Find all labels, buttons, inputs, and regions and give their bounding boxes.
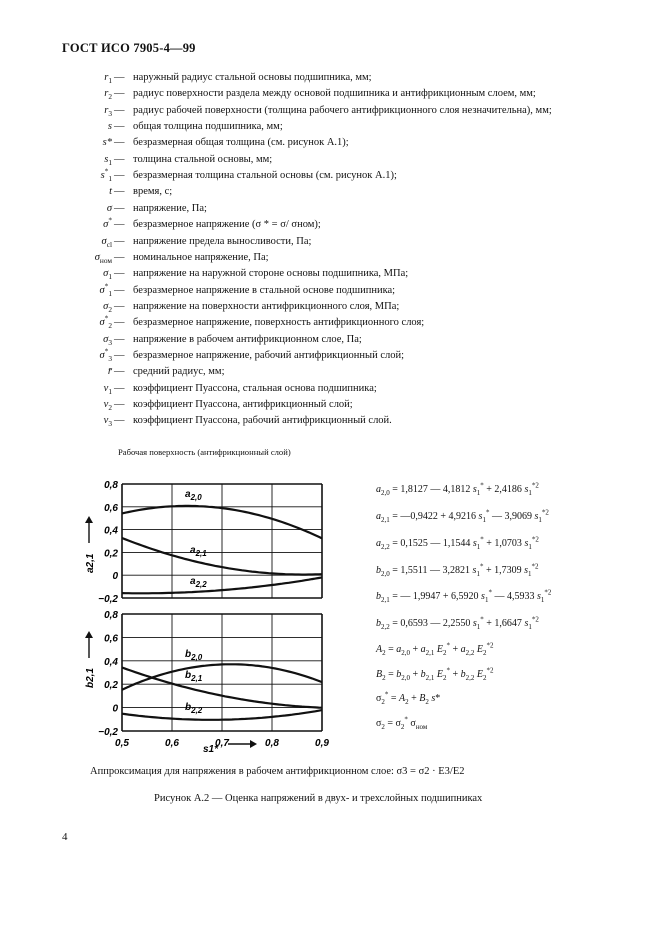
definition-dash: — <box>114 399 125 410</box>
y-tick-label: −0,2 <box>98 727 118 738</box>
definition-text: радиус рабочей поверхности (толщина рабочего антифрикционного слоя незначительна), мм; <box>133 104 552 116</box>
y-axis-arrowhead <box>85 631 93 638</box>
formula-line: $a_{2,1}$ = —0,9422 + 4,9216 $s_1^*$ — 3,9069 $s_1^{*2}$ <box>376 508 549 524</box>
definition-dash: — <box>114 104 125 116</box>
y-axis-label: b2,1 <box>85 667 96 688</box>
approximation-text: Аппроксимация для напряжения в рабочем антифрикционном слое: σ3 = σ2 · E3/E2 <box>90 766 465 777</box>
y-tick-label: 0,8 <box>104 480 118 491</box>
definition-symbol: $\sigma^*_3$ <box>99 346 112 364</box>
definition-dash: — <box>114 137 125 149</box>
definition-symbol: $\nu_3$ <box>103 415 112 429</box>
definition-text: время, с; <box>133 186 173 198</box>
definition-text: напряжение на поверхности антифрикционного слоя, МПа; <box>133 300 400 312</box>
definition-dash: — <box>114 284 125 296</box>
formula-line: $b_{2,0} = 1,5511$ — 3,2821 $s_1^* + 1,7309$ $s_1^{*2}$ <box>376 562 539 578</box>
definition-symbol: $\sigma_2$ <box>103 300 112 314</box>
page-number: 4 <box>62 831 68 843</box>
definition-text: коэффициент Пуассона, стальная основа подшипника; <box>133 382 377 394</box>
series-label: $b_{2,0}$ <box>185 649 203 662</box>
y-tick-label: 0,6 <box>104 633 118 645</box>
definition-symbol: s <box>107 121 112 133</box>
series-label: $b_{2,2}$ <box>185 702 203 715</box>
definition-text: безразмерное напряжение, поверхность антифрикционного слоя; <box>133 317 425 329</box>
definition-symbol: $\sigma^*_1$ <box>99 281 112 298</box>
definition-symbol: σ <box>106 202 112 214</box>
definition-symbol: $\sigma_3$ <box>103 333 112 347</box>
y-tick-label: 0,2 <box>104 680 118 692</box>
definition-text: безразмерная толщина стальной основы (см. рисунок А.1); <box>133 170 397 182</box>
y-tick-label: 0 <box>112 703 118 715</box>
definition-dash: — <box>114 170 125 182</box>
y-tick-label: 0,6 <box>104 502 118 514</box>
definition-text: напряжение, Па; <box>133 202 207 214</box>
figure-caption: Рисунок А.2 — Оценка напряжений в двух- и трехслойных подшипниках <box>154 793 483 804</box>
definition-text: радиус поверхности раздела между основой подшипника и антифрикционным слоем, мм; <box>133 88 536 100</box>
series-label: $a_{2,0}$ <box>185 489 202 502</box>
x-tick-label: 0,8 <box>265 738 279 749</box>
y-tick-label: −0,2 <box>98 594 118 605</box>
definition-text: безразмерное напряжение (σ * = σ/ σном); <box>133 219 321 231</box>
definition-dash: — <box>114 251 125 263</box>
definition-dash: — <box>114 72 125 83</box>
definition-text: безразмерное напряжение, рабочий антифрикционный слой; <box>133 349 405 361</box>
x-tick-label: 0,5 <box>115 738 129 749</box>
y-axis-label: a2,1 <box>85 553 96 573</box>
y-tick-label: 0,2 <box>104 548 118 560</box>
definition-symbol: t <box>109 186 112 198</box>
series-label: $b_{2,1}$ <box>185 670 203 683</box>
definition-symbol: $s_1$ <box>104 153 112 167</box>
definition-text: безразмерная общая толщина (см. рисунок А.1); <box>133 137 349 149</box>
definition-dash: — <box>114 88 125 100</box>
definition-symbol: $\sigma_1$ <box>103 268 112 282</box>
definition-dash: — <box>114 317 125 329</box>
definition-dash: — <box>114 186 125 198</box>
definition-text: средний радиус, мм; <box>133 366 225 378</box>
formula-line: $b_{2,2} = 0,6593$ — 2,2550 $s_1^* + 1,6647$ $s_1^{*2}$ <box>376 615 539 631</box>
formula-line: $a_{2,0} = 1,8127$ — 4,1812 $s_1^* + 2,4186$ $s_1^{*2}$ <box>376 481 539 497</box>
figure-caption-top: Рабочая поверхность (антифрикционный слой) <box>118 447 291 457</box>
formula-line: $B_2 = b_{2,0} + b_{2,1}$ $E_2^* + b_{2,2}$ $E_2^{*2}$ <box>376 666 494 682</box>
definition-text: наружный радиус стальной основы подшипника, мм; <box>133 72 372 83</box>
series-label: $a_{2,2}$ <box>190 576 207 589</box>
definition-symbol: $r_2$ <box>104 88 112 102</box>
formula-line: $a_{2,2} = 0,1525$ — 1,1544 $s_1^* + 1,0703$ $s_1^{*2}$ <box>376 535 539 551</box>
definition-dash: — <box>114 349 125 361</box>
definition-dash: — <box>114 366 125 378</box>
definition-symbol: $\sigma^*_2$ <box>99 313 112 331</box>
x-tick-label: 0,6 <box>165 738 179 749</box>
y-axis-arrowhead <box>85 516 93 523</box>
definition-symbol: r̄ <box>107 366 112 378</box>
formula-line: $\sigma_2 = \sigma_2^*$ $\sigma_{ном}$ <box>376 715 428 731</box>
definition-text: напряжение на наружной стороне основы подшипника, МПа; <box>133 268 409 280</box>
definition-dash: — <box>114 219 125 231</box>
y-tick-label: 0,4 <box>104 656 118 668</box>
definition-symbol: s* <box>102 137 112 149</box>
definition-dash: — <box>114 202 125 214</box>
formula-line: $b_{2,1}$ = — 1,9947 + 6,5920 $s_1^*$ — 4,5933 $s_1^{*2}$ <box>376 588 552 604</box>
definition-dash: — <box>114 415 125 427</box>
definition-text: толщина стальной основы, мм; <box>133 153 273 165</box>
definition-text: напряжение в рабочем антифрикционном слое, Па; <box>133 333 362 345</box>
definition-dash: — <box>114 382 125 394</box>
y-tick-label: 0,4 <box>104 525 118 537</box>
definition-symbol: $\nu_2$ <box>103 399 112 413</box>
definition-text: безразмерное напряжение в стальной основе подшипника; <box>133 284 396 296</box>
definition-text: общая толщина подшипника, мм; <box>133 121 283 133</box>
definition-text: коэффициент Пуассона, антифрикционный слой; <box>133 399 353 410</box>
definition-dash: — <box>114 121 125 133</box>
definition-text: напряжение предела выносливости, Па; <box>133 235 312 247</box>
x-tick-label: 0,7 <box>215 738 229 749</box>
definition-symbol: $r_1$ <box>104 72 112 86</box>
y-tick-label: 0 <box>112 571 118 583</box>
definition-dash: — <box>114 268 125 280</box>
definition-dash: — <box>114 333 125 345</box>
formula-line: $A_2 = a_{2,0} + a_{2,1}$ $E_2^* + a_{2,2}$ $E_2^{*2}$ <box>376 641 494 657</box>
definition-symbol: $r_3$ <box>104 104 112 118</box>
definition-dash: — <box>114 153 125 165</box>
definition-symbol: $\sigma_{ном}$ <box>94 251 112 265</box>
x-axis-arrowhead <box>250 740 257 748</box>
definition-symbol: $\nu_1$ <box>103 382 112 396</box>
y-tick-label: 0,8 <box>104 610 118 621</box>
definition-dash: — <box>114 235 125 247</box>
x-tick-label: 0,9 <box>315 738 329 749</box>
series-label: $a_{2,1}$ <box>190 545 207 558</box>
definition-text: коэффициент Пуассона, рабочий антифрикционный слой. <box>133 415 392 427</box>
definition-symbol: $\sigma_{cl}$ <box>101 235 112 249</box>
x-axis-label: s1* <box>203 744 219 755</box>
definition-text: номинальное напряжение, Па; <box>133 251 269 263</box>
definition-symbol: σ* <box>103 215 112 231</box>
formula-line: $\sigma_2^* = A_2 + B_2$ s* <box>376 690 441 706</box>
definition-dash: — <box>114 300 125 312</box>
document-header: ГОСТ ИСО 7905-4—99 <box>62 41 196 55</box>
definition-symbol: $s^*_1$ <box>100 166 112 184</box>
